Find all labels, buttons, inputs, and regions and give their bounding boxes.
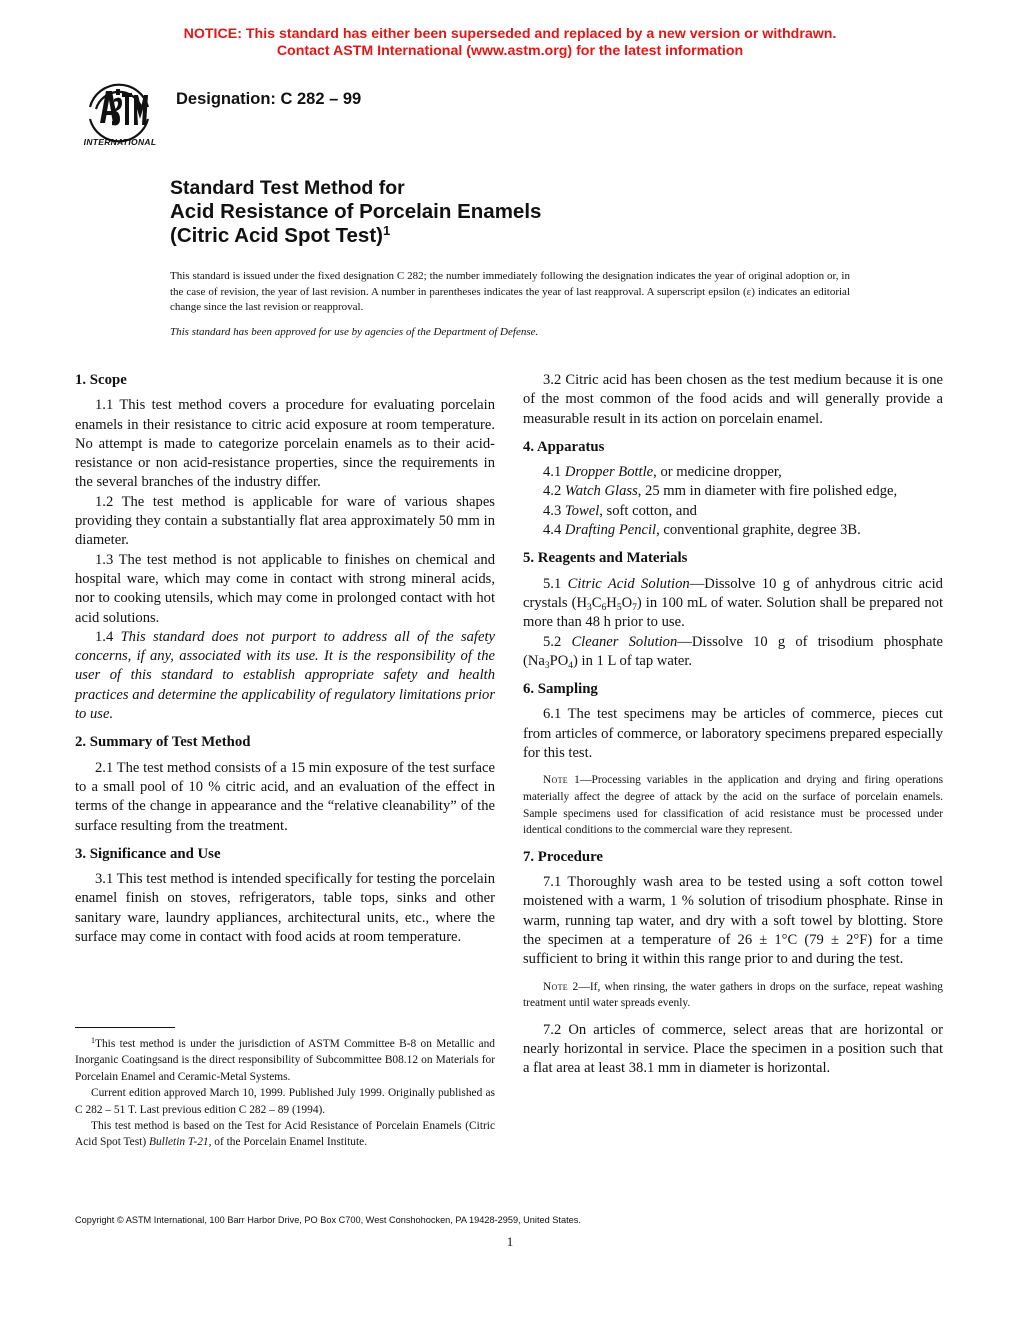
document-title [170,176,870,248]
scope-para-1-1: 1.1 This test method covers a procedure for evaluating porcelain enamels in their resistance to citric acid exposure at room temperature. No attempt is made to categorize porcelain enamels as to their acid-resistance or non acid-resistance properties, since the requirements in the several branches of the industry differ. [75,397,495,491]
note-2-label: Note 2 [543,980,579,993]
note-1-text: —Processing variables in the application and drying and firing operations materially affect the degree of attack by the acid on the surface of porcelain enamels. Sample specimens used for classification of acid resistance must be processed under identical conditions to the commercial ware they represent. [523,774,943,837]
footnote-divider [75,1027,175,1028]
significance-para-3-2: 3.2 Citric acid has been chosen as the test medium because it is one of the most common of the food acids and will generally provide a measurable result in its action on porcelain enamel. [523,372,943,427]
apparatus-item [523,463,943,482]
footnote-edition: Current edition approved March 10, 1999. Published July 1999. Originally published as C 282 – 51 T. Last previous edition C 282 – 89 (1994). [75,1087,495,1116]
apparatus-item [523,502,943,521]
left-column [75,371,495,947]
apparatus-item-name: Towel [564,502,600,519]
withdrawal-notice [0,26,1020,60]
text-run: PO [549,652,569,669]
subscript: 4 [568,660,574,671]
dod-statement: This standard has been approved for use by agencies of the Department of Defense. [170,326,539,338]
footnote-mark: 1 [91,1036,95,1045]
reagents-para-5-1 [523,575,943,633]
scope-para-1-4 [75,628,495,724]
scope-para-1-4-number: 1.4 [95,628,114,645]
text-run: ) in 1 L of tap water. [573,652,693,669]
sampling-para-6-1: 6.1 The test specimens may be articles of commerce, pieces cut from articles of commerce, or laboratory specimens prepared especially for this test. [523,706,943,762]
footnote-basis-text: This test method is based on the Test for Acid Resistance of Porcelain Enamels (Citric Acid Spot Test) [75,1120,495,1149]
subscript: 3 [587,602,592,613]
subscript: 5 [616,602,622,613]
apparatus-item [523,521,943,540]
text-run: H [606,594,617,611]
section-heading-sampling: 6. Sampling [523,681,598,698]
section-heading-apparatus: 4. Apparatus [523,438,605,455]
text-run: C [591,594,602,611]
notice-line-2: Contact ASTM International (www.astm.org) for the latest information [276,43,744,59]
apparatus-item [523,482,943,501]
section-heading-reagents: 5. Reagents and Materials [523,550,688,567]
apparatus-item-text: , conventional graphite, degree 3B. [656,522,861,539]
procedure-para-7-1: 7.1 Thoroughly wash area to be tested using a soft cotton towel moistened with a warm, 1 % solution of trisodium phosphate. Rinse in warm, running tap water, and dry with a soft towel by blotting. Store the specimen at a temperature of 26 ± 1°C (79 ± 2°F) for a time sufficient to bring it within this range prior to and during the test. [523,874,943,968]
text-run: —Dissolve 10 g of trisodium phosphate (Na [523,633,943,669]
footnote-1-text: This test method is under the jurisdiction of ASTM Committee B-8 on Metallic and Inorganic Coatingsand is the direct responsibility of Subcommittee B08.12 on Materials for Porcelain Enamel and Ceramic-Metal Systems. [75,1038,495,1083]
title-line-3-text: (Citric Acid Spot Test) [170,224,383,247]
reagents-para-5-1-number: 5.1 [543,575,562,592]
reagents-para-5-2-number: 5.2 [543,633,562,650]
section-heading-scope: 1. Scope [75,372,127,388]
page-number: 1 [506,1234,514,1249]
title-line-3 [170,224,870,248]
text-run: —Dissolve 10 g of anhydrous citric acid crystals (H [523,575,943,611]
reagents-para-5-1-name: Citric Acid Solution [567,575,690,592]
footnote-basis [75,1118,495,1151]
apparatus-item-text: , 25 mm in diameter with fire polished edge, [637,483,898,500]
note-1 [523,772,943,838]
section-heading-significance: 3. Significance and Use [75,845,221,862]
copyright-line: Copyright © ASTM International, 100 Barr Harbor Drive, PO Box C700, West Conshohocken, PA 19428-2959, United States. [75,1215,581,1225]
apparatus-item-name: Dropper Bottle [564,464,654,481]
reagents-para-5-2-name: Cleaner Solution [571,633,678,650]
scope-para-1-2: 1.2 The test method is applicable for ware of various shapes providing they contain a substantially flat area approximately 50 mm in diameter. [75,493,495,549]
reagents-para-5-2 [523,633,943,672]
text-run: O [621,594,633,611]
significance-para-3-1: 3.1 This test method is intended specifically for testing the porcelain enamel finish on stoves, refrigerators, table tops, sinks and other sanitary ware, laundry appliances, architectural units, etc., where the surface may come in contact with food acids at room temperature. [75,871,495,946]
text-run: ) in 100 mL of water. Solution shall be prepared not more than 48 h prior to use. [523,594,943,631]
summary-para-2-1: 2.1 The test method consists of a 15 min exposure of the test surface to a small pool of 10 % citric acid, and an evaluation of the effect in terms of the change in appearance and the “relative cleanability” of the surface resulting from the treatment. [75,759,495,834]
note-2 [523,979,943,1012]
procedure-para-7-2: 7.2 On articles of commerce, select areas that are horizontal or nearly horizontal in service. Place the specimen in a position such that a flat area at least 38.1 mm in diameter is horizontal. [523,1021,943,1077]
apparatus-item-text: , or medicine dropper, [653,464,782,481]
apparatus-item-text: , soft cotton, and [599,502,697,519]
apparatus-item-name: Drafting Pencil [564,522,657,539]
subscript: 7 [632,602,637,613]
astm-logo [76,73,162,153]
apparatus-item-number: 4.4 [543,522,562,539]
footnotes [75,1036,495,1151]
apparatus-item-number: 4.1 [543,464,562,481]
apparatus-item-number: 4.2 [543,483,562,500]
subscript: 3 [544,660,550,671]
section-heading-procedure: 7. Procedure [523,848,603,865]
apparatus-item-number: 4.3 [543,502,562,519]
section-heading-summary: 2. Summary of Test Method [75,734,251,751]
designation: Designation: C 282 – 99 [176,90,362,108]
footnote-1 [75,1036,495,1085]
scope-para-1-4-text: This standard does not purport to address all of the safety concerns, if any, associated with its use. It is the responsibility of the user of this standard to establish appropriate safety and health practices and determine the applicability of regulatory limitations prior to use. [75,628,495,723]
title-line-2: Acid Resistance of Porcelain Enamels [170,200,542,223]
issue-statement: This standard is issued under the fixed designation C 282; the number immediately following the designation indicates the year of original adoption or, in the case of revision, the year of last revision. A number in parentheses indicates the year of last reapproval. A superscript epsilon (ε) indicates an editorial change since the last revision or reapproval. [170,270,850,313]
notice-line-1: NOTICE: This standard has either been superseded and replaced by a new version or withdrawn. [183,26,837,42]
footnote-basis-text-end: , of the Porcelain Enamel Institute. [208,1136,368,1149]
right-column [523,371,943,1079]
title-footnote-mark: 1 [382,223,391,238]
title-line-1: Standard Test Method for [170,177,405,199]
subscript: 6 [601,602,607,613]
apparatus-item-name: Watch Glass [564,483,638,500]
logo-international-text: INTERNATIONAL [83,137,157,147]
note-1-label: Note 1 [543,774,581,787]
footnote-basis-bulletin: Bulletin T-21 [149,1136,209,1149]
note-2-text: —If, when rinsing, the water gathers in drops on the surface, repeat washing treatment until water spreads evenly. [523,980,943,1010]
scope-para-1-3: 1.3 The test method is not applicable to finishes on chemical and hospital ware, which may come in contact with strong mineral acids, nor to cooking utensils, which may come in prolonged contact with hot acid solutions. [75,551,495,626]
